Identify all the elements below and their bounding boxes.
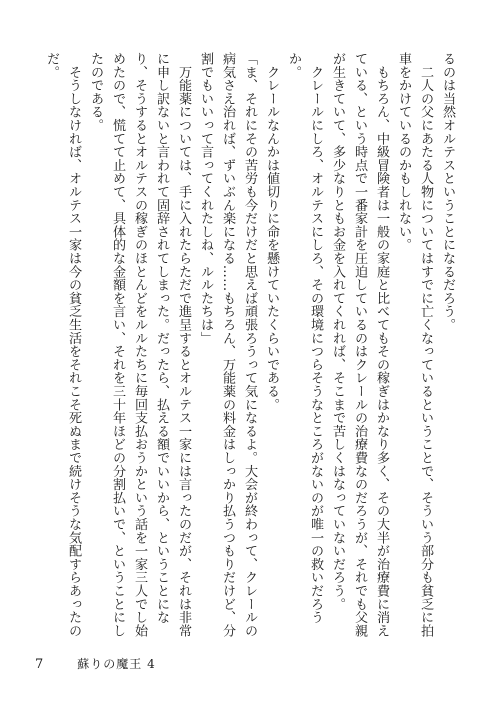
book-title: 蘇りの魔王 4 <box>77 657 156 671</box>
page-number: 7 <box>35 657 44 672</box>
paragraph: るのは当然オルテスということになるだろう。 <box>440 52 455 332</box>
body-text <box>16 52 458 642</box>
paragraph: もちろん、中級冒険者は一般の家庭と比べてもその稼ぎはかなり多く、その大半が治療費に消えている、という時点で一番家計を圧迫しているのはクレールの治療費なのだろうが、それでも父親が生きていて、多少なりともお金を入れてくれれば、そこまで苦しくはなっていないだろう。 <box>330 52 389 638</box>
paragraph: 二人の父にあたる人物についてはすでに亡くなっているということで、そういう部分も貧乏に拍車をかけているのかもしれない。 <box>396 52 433 638</box>
paragraph: 「ま、それにその苦労も今だけだと思えば頑張ろうって気になるよ。大会が終わって、クレールの病気さえ治れば、ずいぶん楽になる……もちろん、万能薬の料金はしっかり払うつもりだけど、分割でもいいって言ってくれたしね、ルルたちは」 <box>198 52 257 638</box>
page-footer <box>35 655 156 672</box>
paragraph: クレールなんかは値切りに命を懸けていたくらいである。 <box>264 52 279 412</box>
paragraph: そうしなければ、オルテス一家は今の貧乏生活をそれこそ死ぬまで続けそうな気配すらあったのだ。 <box>44 52 81 638</box>
paragraph: クレールにしろ、オルテスにしろ、その環境につらそうなところがないのが唯一の救いだろうか。 <box>286 52 323 624</box>
paragraph: 万能薬については、手に入れたらただで進呈するとオルテス一家には言ったのだが、それは非常に申し訳ないと言われて固辞されてしまった。だったら、払える額でいいから、ということになり、そうするとオルテスの稼ぎのほとんどをルルたちに毎回支払おうかという話を一家三人でし始めたので、慌てて止めて、具体的な金額を言い、それを三十年ほどの分割払いで、ということにしたのである。 <box>88 52 191 638</box>
